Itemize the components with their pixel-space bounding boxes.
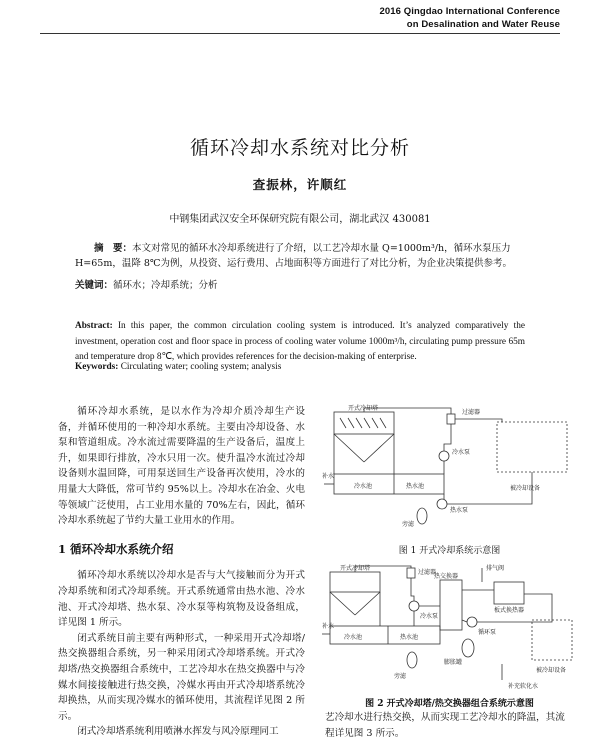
figure-1 [322, 404, 577, 534]
fig1-filter [447, 414, 455, 424]
fig1-cold-pump-shape [439, 451, 449, 461]
fig2-label-tower: 开式冷却塔 [340, 565, 371, 572]
fig2-expansion-tank [462, 639, 474, 657]
abstract-en-text: In this paper, the common circulation cooling system is introduced. It’s analyzed comparatively the investment, operation cost and floor space in process of cooling water volume 1000m³/h, circulating pump pressure 65m and temperature drop 8℃, which provides references for the decision-making of enterprise. [75, 321, 525, 363]
conference-header [379, 5, 560, 31]
keywords-en [75, 362, 525, 372]
fig1-label-makeup: 补水 [322, 473, 335, 480]
fig2-cold-pump-shape [409, 601, 419, 611]
fig2-label-makeup-soft: 补充软化水 [508, 683, 539, 690]
fig1-equipment-box [497, 422, 567, 472]
fig1-label-cold-pump: 冷水泵 [452, 449, 471, 456]
abstract-zh-text: 本文对常见的循环水冷却系统进行了介绍，以工艺冷却水量 Q=1000m³/h，循环水泵压力 H=65m，温降 8℃为例，从投资、运行费用、占地面积等方面进行了对比分析，为企业决策提供参考。 [75, 243, 513, 269]
fig2-filter [407, 568, 415, 578]
fig2-plate-hx [494, 582, 524, 604]
fig2-label-equipment: 被冷却设备 [536, 667, 567, 674]
figure-1-diagram [322, 404, 577, 534]
figure-2-diagram [322, 560, 577, 700]
figure-1-caption: 图 1 开式冷却系统示意图 [398, 546, 501, 556]
header-rule [40, 33, 560, 34]
keywords-zh [75, 277, 525, 291]
section-1-paragraph-2: 闭式系统目前主要有两种形式，一种采用开式冷却塔/热交换器组合系统，另一种采用闭式冷却塔系统。开式冷却塔/热交换器组合系统中，工艺冷却水在热交换器中与冷媒水间接接触进行热交换，冷媒水再由开式冷却塔系统冷却换热，从而实现冷媒水的循环使用，其流程详见图 2 所示。 [58, 632, 305, 722]
left-column [58, 404, 305, 740]
abstract-en-label: Abstract: [75, 321, 113, 331]
section-1-heading: 1 循环冷却水系统介绍 [58, 541, 174, 556]
fig1-bypass-shape [417, 508, 427, 524]
fig2-label-filter: 过滤器 [418, 569, 437, 576]
conference-line-2: on Desalination and Water Reuse [406, 19, 560, 30]
intro-paragraph: 循环冷却水系统，是以水作为冷却介质冷却生产设备，并循环使用的一种冷却水系统。主要由冷却设备、水泵和管道组成。冷水流过需要降温的生产设备后，温度上升，如果即行排放，冷水只用一次。使升温冷水流过冷却设备则水温回降，可用泵送回生产设备再次使用，冷水的用量大大降低，常可节约 95%以上。冷却水在冶金、火电等领域广泛使用，占工业用水量的 70%左右，因此，循环冷却水系统起了节约大量工业用水的作用。 [58, 406, 305, 527]
abstract-zh [75, 241, 525, 271]
fig1-pools [334, 474, 444, 494]
fig2-label-cold-pool: 冷水池 [344, 634, 363, 641]
fig2-label-plate-hx: 板式换热器 [494, 607, 525, 614]
fig1-label-tower: 开式冷却塔 [348, 405, 379, 412]
section-1-paragraph-1: 循环冷却水系统以冷却水是否与大气接触而分为开式冷却系统和闭式冷却系统。开式系统通常由热水池、冷水池、开式冷却塔、热水泵、冷水泵等构筑物及设备组成，详见图 1 所示。 [58, 570, 305, 629]
abstract-zh-label: 摘 要： [94, 243, 133, 254]
fig1-label-hot-pool: 热水池 [406, 483, 425, 490]
fig2-label-expansion: 膨胀罐 [444, 659, 463, 666]
fig1-label-filter: 过滤器 [462, 409, 481, 416]
abstract-en [75, 319, 525, 366]
fig2-label-vent: 排气阀 [486, 565, 505, 572]
fig2-tower-top [330, 572, 380, 592]
fig2-circ-pump-shape [467, 617, 477, 627]
figure-2 [322, 560, 577, 700]
fig1-label-cold-pool: 冷水池 [354, 483, 373, 490]
conference-line-1: 2016 Qingdao International Conference [379, 6, 560, 17]
paper-affiliation: 中钢集团武汉安全环保研究院有限公司，湖北武汉 430081 [169, 214, 431, 225]
fig2-equipment-box [532, 620, 572, 660]
right-column-text: 艺冷却水进行热交换，从而实现工艺冷却水的降温，其流程详见图 3 所示。 [325, 712, 565, 739]
fig1-label-equipment: 被冷却设备 [510, 485, 541, 492]
fig1-label-bypass: 旁滤 [402, 521, 415, 528]
fig2-label-circ-pump: 循环泵 [478, 629, 497, 636]
fig2-label-makeup: 补水 [322, 623, 335, 630]
keywords-en-text: Circulating water; cooling system; analysis [118, 362, 282, 372]
fig1-label-hot-pump: 热水泵 [450, 507, 469, 514]
fig2-label-bypass: 旁滤 [394, 673, 407, 680]
section-1-paragraph-3: 闭式冷却塔系统利用喷淋水挥发与风冷原理同工 [77, 726, 279, 738]
fig2-bypass-shape [407, 652, 417, 668]
fig2-label-cold-pump: 冷水泵 [420, 613, 439, 620]
paper-authors: 查振林，许顺红 [252, 177, 348, 192]
paper-title: 循环冷却水系统对比分析 [189, 137, 410, 159]
figure-2-caption: 图 2 开式冷却塔/热交换器组合系统示意图 [365, 699, 534, 709]
keywords-en-label: Keywords: [75, 362, 119, 372]
fig2-label-hx: 热交换器 [434, 573, 459, 580]
fig2-label-hot-pool: 热水池 [400, 634, 419, 641]
keywords-zh-text: 循环水；冷却系统；分析 [113, 280, 218, 291]
fig2-heat-exchanger [440, 580, 462, 630]
fig1-hot-pump-shape [437, 499, 447, 509]
keywords-zh-label: 关键词： [75, 280, 114, 291]
